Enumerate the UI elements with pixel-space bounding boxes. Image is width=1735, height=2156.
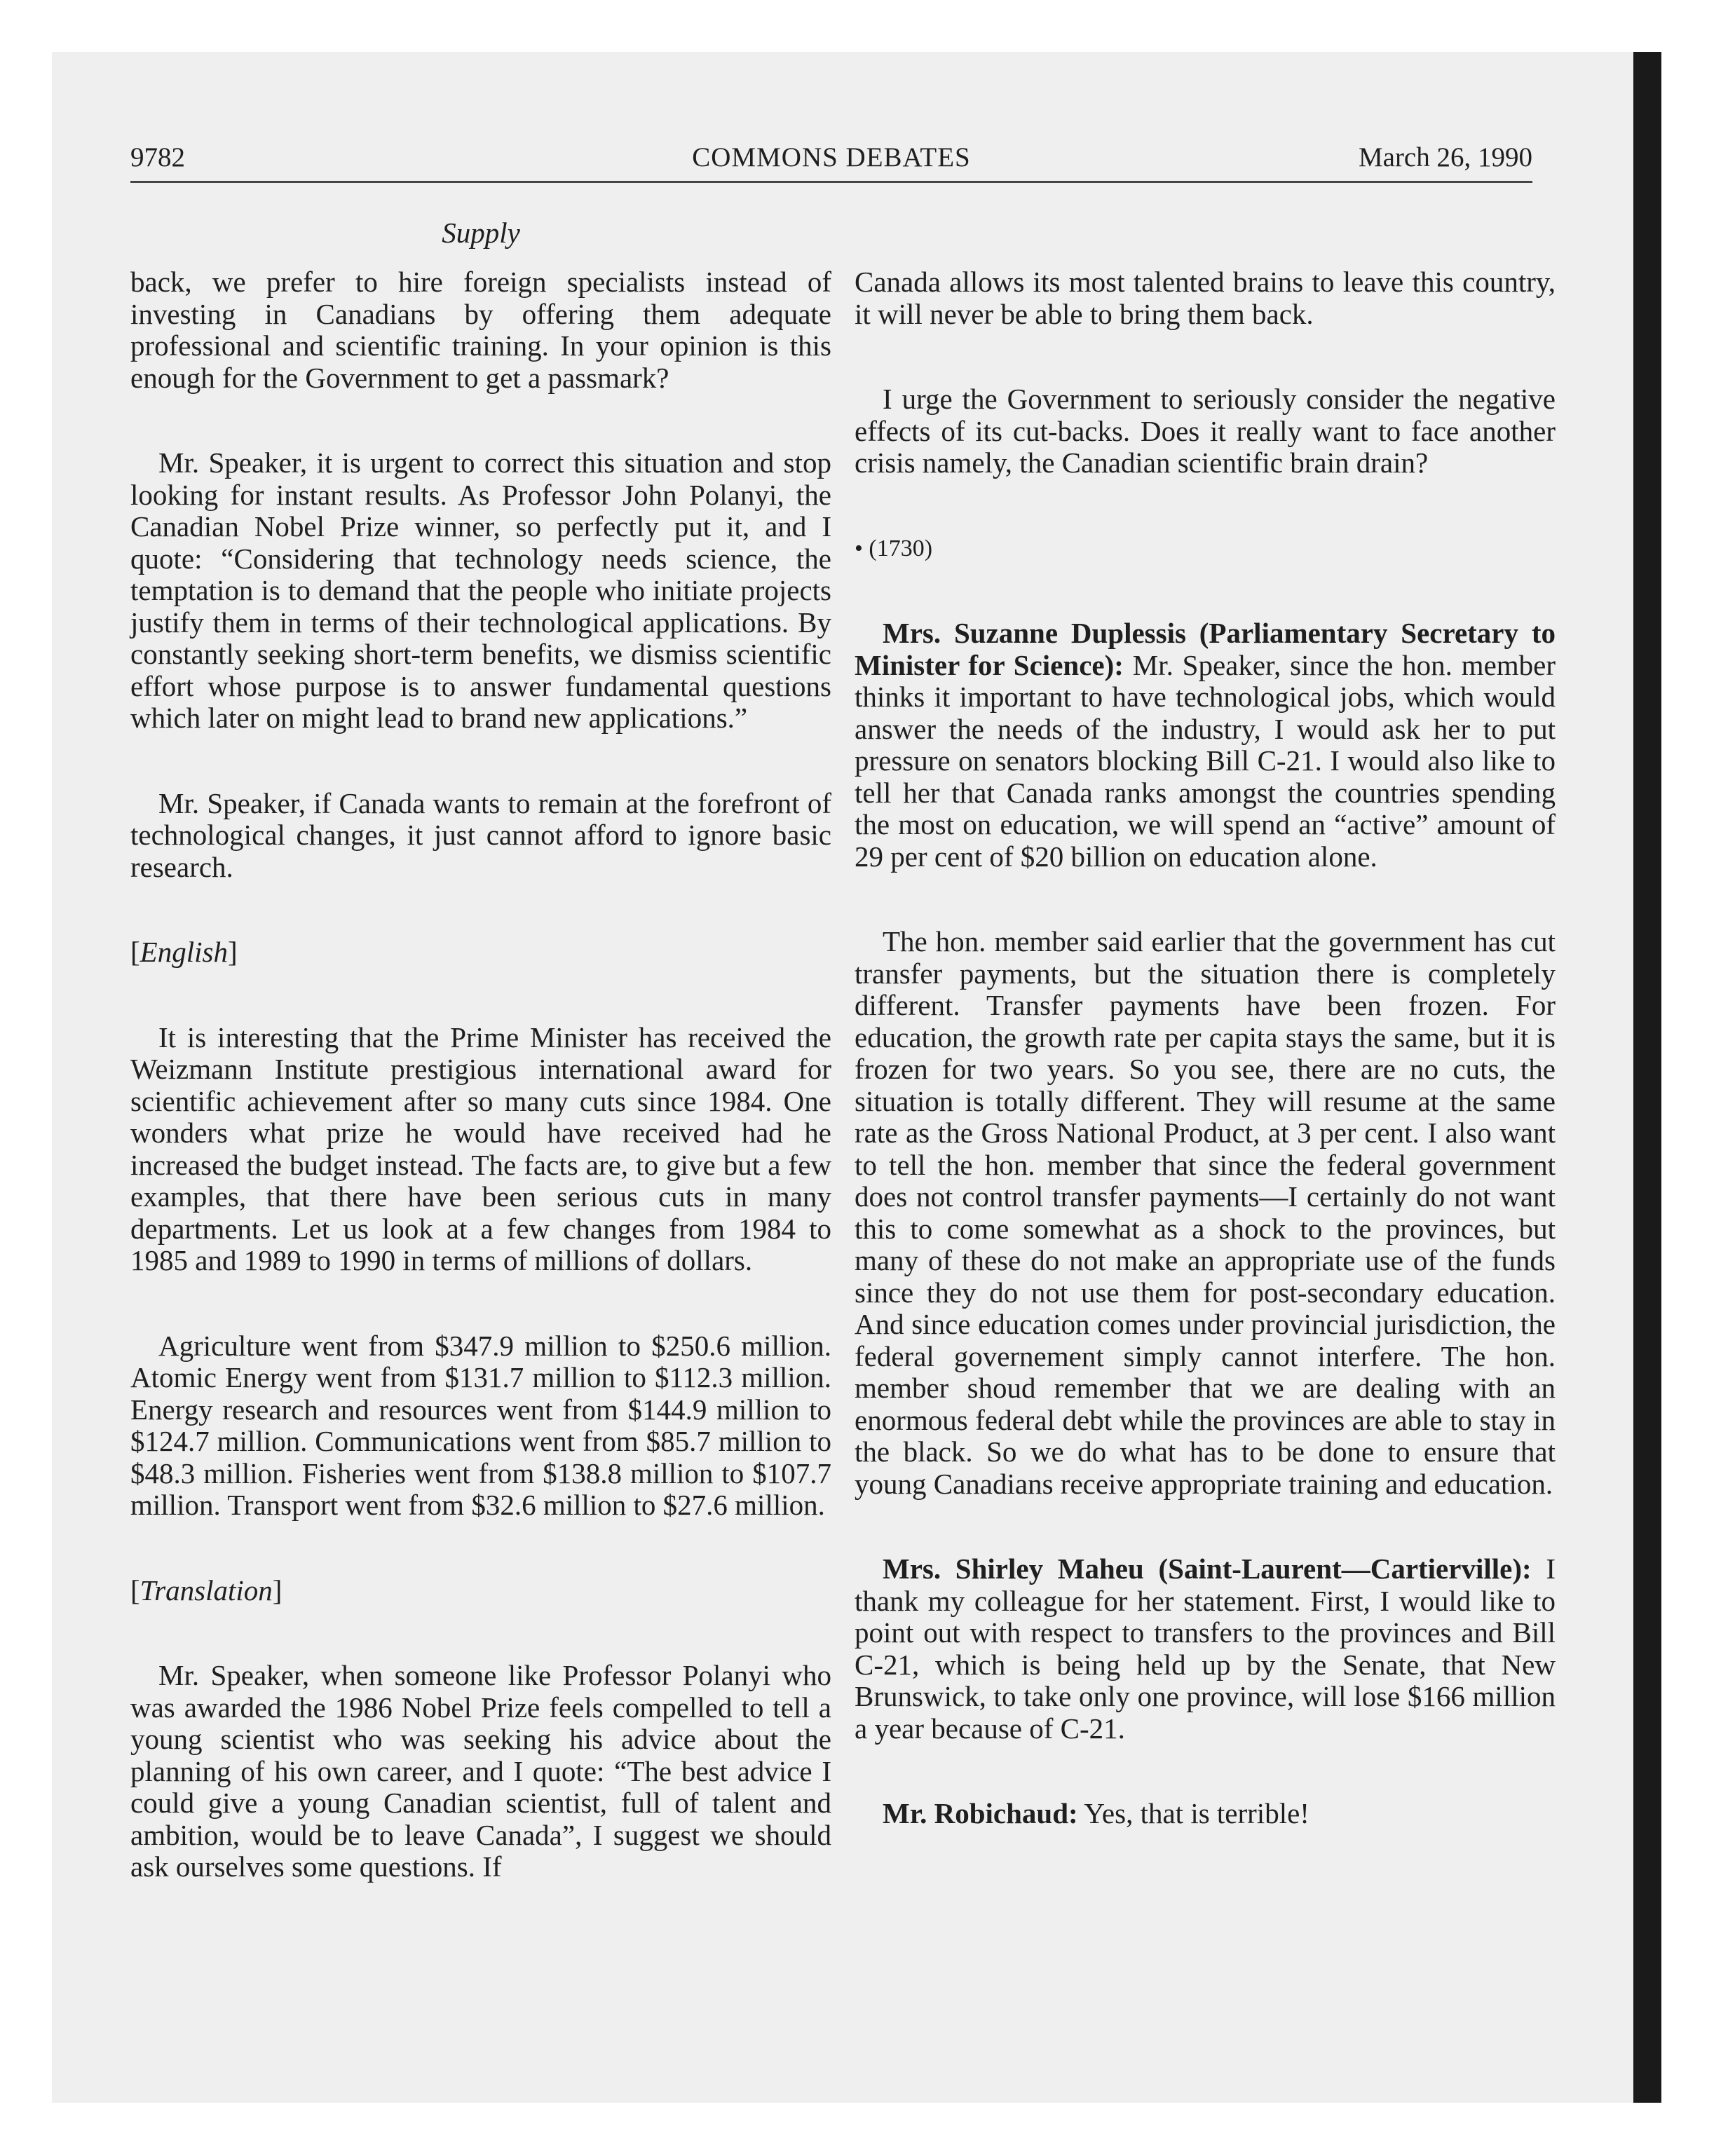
speech-text: I thank my colleague for her statement. First, I would like to point out with respect to transfers to the provinces and Bill C-21, which is being held up by the Senate, that New Brunswick, to take only one province, will lose $166 million a year because of C-21. bbox=[855, 1553, 1556, 1745]
paragraph: Canada allows its most talented brains to leave this country, it will never be able to bring them back. bbox=[855, 266, 1556, 330]
page-number: 9782 bbox=[130, 142, 185, 172]
running-header bbox=[130, 142, 1532, 183]
publication-title: COMMONS DEBATES bbox=[692, 142, 971, 172]
publication-date: March 26, 1990 bbox=[1358, 142, 1532, 172]
language-tag: [English] bbox=[130, 936, 238, 968]
speaker-name: Mrs. Suzanne Duplessis (Parliamentary Secretary to Minister for Science): bbox=[855, 617, 1556, 681]
paragraph: Mr. Speaker, if Canada wants to remain at the forefront of technological changes, it just cannot afford to ignore basic research. bbox=[130, 786, 831, 883]
time-stamp: • (1730) bbox=[855, 535, 933, 561]
binding-edge bbox=[1633, 52, 1661, 2103]
language-tag-text: English bbox=[140, 936, 228, 968]
paragraph: It is interesting that the Prime Minister has received the Weizmann Institute prestigious international award for scientific achievement after so many cuts since 1984. One wonders what prize he would have received had he increased the budget instead. The facts are, to give but a few examples, that there have been serious cuts in many departments. Let us look at a few changes from 1984 to 1985 and 1989 to 1990 in terms of millions of dollars. bbox=[130, 1021, 831, 1276]
paragraph: Agriculture went from $347.9 million to $250.6 million. Atomic Energy went from $131.7 million to $112.3 million. Energy research and resources went from $144.9 million to $124.7 million. Communications went from $85.7 million to $48.3 million. Fisheries went from $138.8 million to $107.7 million. Transport went from $32.6 million to $27.6 million. bbox=[130, 1329, 831, 1521]
speech-text: Yes, that is terrible! bbox=[1077, 1797, 1309, 1829]
left-column bbox=[130, 266, 831, 1937]
right-column bbox=[855, 266, 1556, 1883]
speech-paragraph bbox=[855, 618, 1556, 873]
speech-paragraph bbox=[855, 1798, 1556, 1830]
paragraph: back, we prefer to hire foreign specialists instead of investing in Canadians by offering them adequate professional and scientific training. In your opinion is this enough for the Government to get a passmark? bbox=[130, 266, 831, 394]
paragraph: Mr. Speaker, when someone like Professor Polanyi who was awarded the 1986 Nobel Prize feels compelled to tell a young scientist who was seeking his advice about the planning of his own career, and I quote: “The best advice I could give a young Canadian scientist, full of talent and ambition, would be to leave Canada”, I suggest we should ask ourselves some questions. If bbox=[130, 1659, 831, 1883]
speech-text: Mr. Speaker, since the hon. member thinks it important to have technological jobs, which would answer the needs of the industry, I would ask her to put pressure on senators blocking Bill C-21. I would also like to tell her that Canada ranks amongst the countries spending the most on education, we will spend an “active” amount of 29 per cent of $20 billion on education alone. bbox=[855, 648, 1556, 873]
language-tag-text: Translation bbox=[140, 1574, 273, 1606]
paragraph: Mr. Speaker, it is urgent to correct this situation and stop looking for instant results. As Professor John Polanyi, the Canadian Nobel Prize winner, so perfectly put it, and I quote: “Considering that technology needs science, the temptation is to demand that the people who initiate projects justify them in terms of their technological applications. By constantly seeking short-term benefits, we dismiss scientific effort whose purpose is to answer fundamental questions which later on might lead to brand new applications.” bbox=[130, 446, 831, 734]
language-tag: [Translation] bbox=[130, 1574, 283, 1606]
paragraph: I urge the Government to seriously consider the negative effects of its cut-backs. Does it really want to face another crisis namely, the Canadian scientific brain drain? bbox=[855, 383, 1556, 479]
section-heading: Supply bbox=[442, 217, 520, 249]
speech-paragraph bbox=[855, 1553, 1556, 1745]
paragraph: The hon. member said earlier that the government has cut transfer payments, but the situation there is completely different. Transfer payments have been frozen. For education, the growth rate per capita stays the same, but it is frozen for two years. So you see, there are no cuts, the situation is totally different. They will resume at the same rate as the Gross National Product, at 3 per cent. I also want to tell the hon. member that since the federal government does not control transfer payments—I certainly do not want this to come somewhat as a shock to the provinces, but many of these do not make an appropriate use of the funds since they do not use them for post-secondary education. And since education comes under provincial jurisdiction, the federal governement simply cannot interfere. The hon. member shoud remember that we are dealing with an enormous federal debt while the provinces are able to stay in the black. So we do what has to be done to ensure that young Canadians receive appropriate training and education. bbox=[855, 925, 1556, 1500]
speaker-name: Mrs. Shirley Maheu (Saint-Laurent—Cartierville): bbox=[883, 1553, 1532, 1585]
speaker-name: Mr. Robichaud: bbox=[883, 1797, 1078, 1829]
